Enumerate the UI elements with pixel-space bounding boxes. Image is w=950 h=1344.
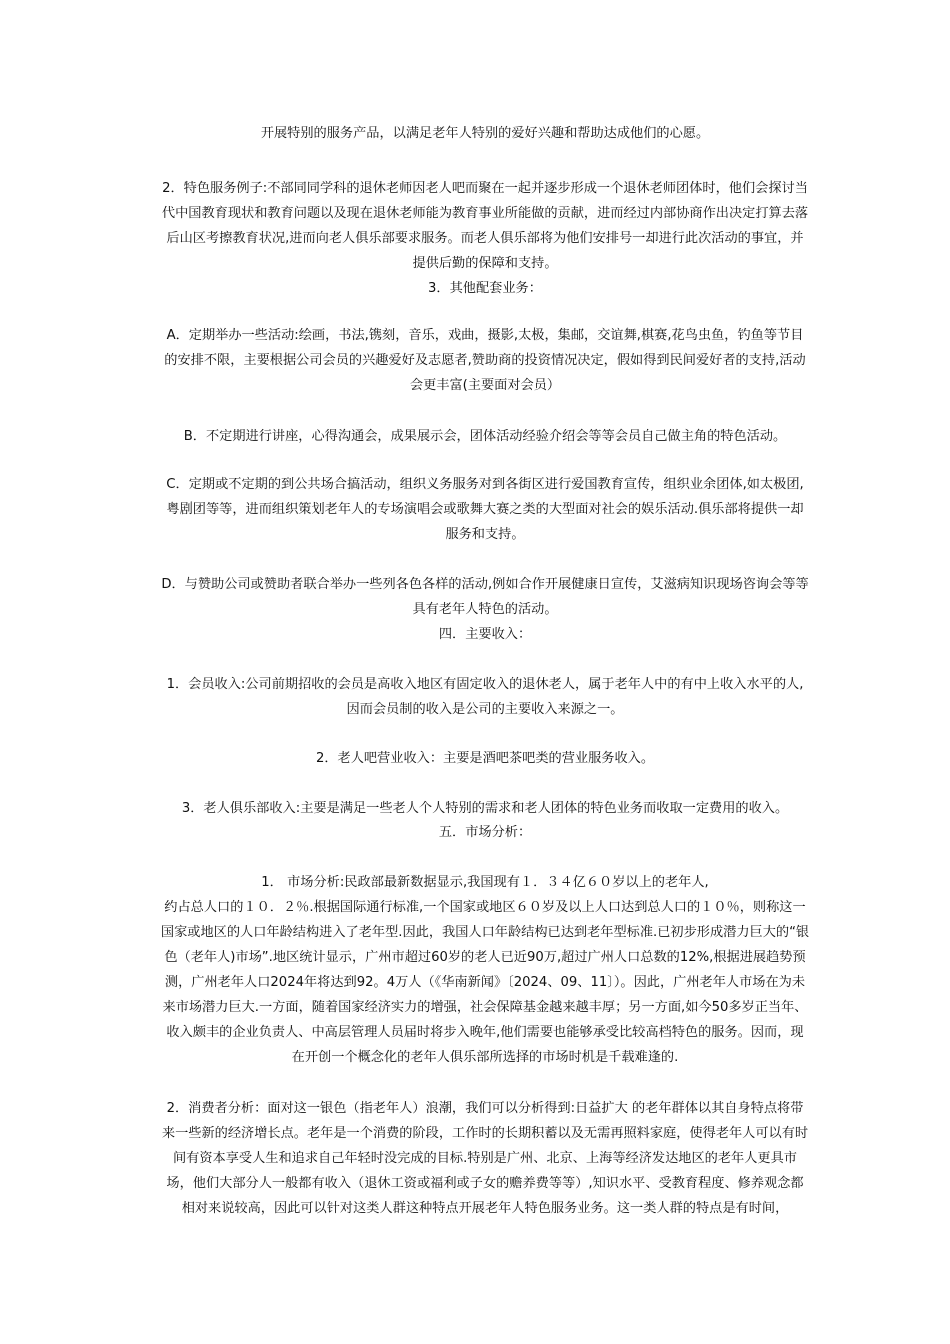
paragraph-market-2: [160, 1096, 810, 1221]
paragraph-item-d: [160, 572, 810, 622]
income-3-text: 3．老人俱乐部收入:主要是满足一些老人个人特别的需求和老人团体的特色业务而收取一定费用的收入。: [181, 801, 789, 816]
income-2-text: 2．老人吧营业收入：主要是酒吧茶吧类的营业服务收入。: [315, 751, 655, 766]
heading-other-services-text: 3．其他配套业务：: [428, 281, 542, 296]
item-d-text: D．与赞助公司或赞助者联合举办一些列各色各样的活动,例如合作开展健康日宣传，艾滋病知识现场咨询会等等具有老年人特色的活动。: [161, 577, 809, 617]
paragraph-market-1: [160, 870, 810, 1070]
market-1-first-line: 1． 市场分析:民政部最新数据显示,我国现有１．３４亿６０岁以上的老年人,: [261, 875, 709, 890]
paragraph-item-c: [160, 472, 810, 547]
item-c-text: C．定期或不定期的到公共场合搞活动，组织义务服务对到各街区进行爱国教育宣传，组织业余团体,如太极团,粤剧团等等，进而组织策划老年人的专场演唱会或歌舞大赛之类的大型面对社会的娱乐活动.俱乐部将提供一却服务和支持。: [166, 477, 804, 542]
paragraph-item-b: [160, 424, 810, 449]
heading-main-income: [160, 622, 810, 647]
paragraph-income-2: [160, 746, 810, 771]
heading-main-income-text: 四．主要收入：: [438, 627, 532, 642]
paragraph-item-a: [160, 323, 810, 398]
heading-other-services: [160, 276, 810, 301]
feature-example-text: 2．特色服务例子:不部同同学科的退休老师因老人吧而聚在一起并逐步形成一个退休老师团体时，他们会探讨当代中国教育现状和教育问题以及现在退休老师能为教育事业所能做的贡献，进而经过内部协商作出决定打算去落后山区考擦教育状况,进而向老人俱乐部要求服务。而老人俱乐部将为他们安排号一却进行此次活动的事宜，并提供后勤的保障和支持。: [161, 181, 809, 271]
market-2-text: 2．消费者分析：面对这一银色（指老年人）浪潮，我们可以分析得到:日益扩大 的老年群体以其自身特点将带来一些新的经济增长点。老年是一个消费的阶段，工作时的长期积蓄以及无需再照料家庭，使得老年人可以有时间有资本享受人生和追求自己年轻时没完成的目标.特别是广州、北京、上海等经济发达地区的老年人更具市场，他们大部分人一般都有收入（退休工资或福利或子女的赡养费等等）,知识水平、受教育程度、修养观念都相对来说较高，因此可以针对这类人群这种特点开展老年人特色服务业务。这一类人群的特点是有时间，: [161, 1101, 809, 1216]
item-b-text: B．不定期进行讲座，心得沟通会，成果展示会，团体活动经验介绍会等等会员自己做主角的特色活动。: [183, 429, 787, 444]
paragraph-feature-example: [160, 176, 810, 276]
income-1-text: 1．会员收入:公司前期招收的会员是高收入地区有固定收入的退休老人，属于老年人中的有中上收入水平的人,因而会员制的收入是公司的主要收入来源之一。: [166, 677, 804, 717]
market-1-body: 约占总人口的１０．２％.根据国际通行标准,一个国家或地区６０岁及以上人口达到总人口的１０％，则称这一国家或地区的人口年龄结构进入了老年型.因此，我国人口年龄结构已达到老年型标准.已初步形成潜力巨大的“银色（老年人)市场”.地区统计显示，广州市超过60岁的老人已近90万,超过广州人口总数的12%,根据进展趋势预测，广州老年人口2024年将达到92。4万人（《华南新闻》〔2024、09、11〕）。因此，广州老年人市场在为未来市场潜力巨大.一方面，随着国家经济实力的增强，社会保障基金越来越丰厚；另一方面,如今50多岁正当年、收入颇丰的企业负责人、中高层管理人员届时将步入晚年,他们需要也能够承受比较高档特色的服务。因而，现在开创一个概念化的老年人俱乐部所选择的市场时机是千载难逢的.: [160, 900, 810, 1065]
intro-text: 开展特别的服务产品，以满足老年人特别的爱好兴趣和帮助达成他们的心愿。: [260, 126, 710, 141]
paragraph-income-3: [160, 796, 810, 821]
paragraph-intro: [160, 121, 810, 146]
paragraph-income-1: [160, 672, 810, 722]
item-a-text: A．定期举办一些活动:绘画，书法,镌刻，音乐，戏曲，摄影,太极，集邮，交谊舞,棋赛,花鸟虫鱼，钓鱼等节目的安排不限，主要根据公司会员的兴趣爱好及志愿者,赞助商的投资情况决定，假如得到民间爱好者的支持,活动会更丰富(主要面对会员）: [164, 328, 806, 393]
heading-market-analysis-text: 五．市场分析：: [438, 825, 532, 840]
heading-market-analysis: [160, 820, 810, 845]
